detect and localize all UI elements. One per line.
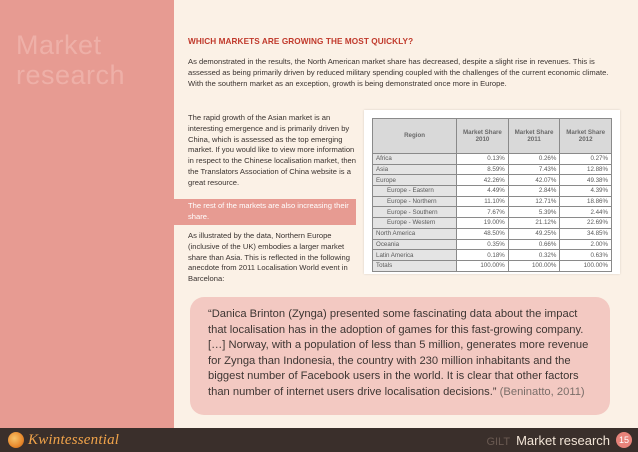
share-cell: 19.00% [457, 218, 509, 229]
share-cell: 12.71% [508, 196, 560, 207]
share-cell: 0.18% [457, 250, 509, 261]
table-row [373, 175, 612, 186]
table-row [373, 228, 612, 239]
quote-box [190, 297, 610, 415]
footer-faint-label: GILT [486, 436, 511, 448]
share-cell: 34.85% [560, 228, 612, 239]
table-row [373, 164, 612, 175]
header-2010: Market Share 2010 [457, 119, 509, 154]
intro-paragraph: As demonstrated in the results, the North American market share has decreased, despite a slight rise in revenues. This is assessed as being primarily driven by reduced military spending coupled with the challenges of the current economic climate. With the southern market as an exception, growth is being demonstrated once more in Europe. [188, 57, 609, 88]
region-cell: Asia [373, 164, 457, 175]
share-cell: 100.00% [508, 260, 560, 271]
highlight-text: The rest of the markets are also increasing their share. [188, 201, 349, 221]
share-cell: 22.69% [560, 218, 612, 229]
share-cell: 2.00% [560, 239, 612, 250]
share-cell: 42.07% [508, 175, 560, 186]
share-cell: 21.12% [508, 218, 560, 229]
share-cell: 12.88% [560, 164, 612, 175]
region-cell: Africa [373, 154, 457, 165]
northern-europe-paragraph: As illustrated by the data, Northern Europe (inclusive of the UK) embodies a larger market share than Asia. This is reflected in the following anecdote from 2011 Localisation World event in Barcelona: [188, 231, 350, 284]
share-cell: 0.32% [508, 250, 560, 261]
region-cell: Europe [373, 175, 457, 186]
region-cell: North America [373, 228, 457, 239]
header-2012: Market Share 2012 [560, 119, 612, 154]
share-cell: 0.27% [560, 154, 612, 165]
highlight-box [172, 199, 356, 225]
share-cell: 4.49% [457, 186, 509, 197]
share-cell: 0.66% [508, 239, 560, 250]
share-cell: 4.39% [560, 186, 612, 197]
market-share-table [372, 118, 612, 272]
table-row [373, 154, 612, 165]
table-header-row [373, 119, 612, 154]
share-cell: 0.35% [457, 239, 509, 250]
share-cell: 0.26% [508, 154, 560, 165]
region-cell: Totals [373, 260, 457, 271]
table-row [373, 260, 612, 271]
header-2011: Market Share 2011 [508, 119, 560, 154]
share-cell: 49.25% [508, 228, 560, 239]
table-row [373, 218, 612, 229]
table-row [373, 207, 612, 218]
logo-icon [8, 432, 24, 448]
left-column [188, 113, 358, 189]
table-row [373, 196, 612, 207]
table-row [373, 186, 612, 197]
share-cell: 100.00% [560, 260, 612, 271]
share-cell: 100.00% [457, 260, 509, 271]
table-body [373, 154, 612, 272]
table-row [373, 250, 612, 261]
share-cell: 18.86% [560, 196, 612, 207]
quote-text [208, 307, 598, 401]
region-cell: Europe - Western [373, 218, 457, 229]
share-cell: 49.38% [560, 175, 612, 186]
table-row [373, 239, 612, 250]
region-cell: Europe - Northern [373, 196, 457, 207]
logo-text: Kwintessential [28, 431, 120, 448]
share-cell: 48.50% [457, 228, 509, 239]
share-cell: 2.44% [560, 207, 612, 218]
share-cell: 11.10% [457, 196, 509, 207]
page-number-badge: 15 [616, 432, 632, 448]
share-cell: 42.26% [457, 175, 509, 186]
share-cell: 5.39% [508, 207, 560, 218]
quote-body: “Danica Brinton (Zynga) presented some fascinating data about the impact that localisation has in the adoption of games for this fast-growing company. […] Norway, with a population of less than 5 million, generates more revenue for Zynga than Indonesia, the country with 230 million inhabitants and the biggest number of Facebook users in the world. It is clear that other factors than number of internet users drive localisation decisions.” [208, 308, 589, 398]
share-cell: 0.63% [560, 250, 612, 261]
section-heading: WHICH MARKETS ARE GROWING THE MOST QUICKLY? [188, 37, 414, 46]
header-region: Region [373, 119, 457, 154]
quote-citation: (Beninatto, 2011) [499, 385, 585, 398]
share-cell: 7.43% [508, 164, 560, 175]
brand-logo[interactable] [8, 430, 119, 450]
asia-paragraph: The rapid growth of the Asian market is an interesting emergence and is primarily driven by China, which is assessed as the top emerging market. If you would like to view more information in respect to the Chinese localisation market, then the Translators Association of China website is a great resource. [188, 113, 356, 187]
share-cell: 2.84% [508, 186, 560, 197]
footer-section-label [486, 433, 610, 448]
region-cell: Europe - Eastern [373, 186, 457, 197]
share-cell: 7.67% [457, 207, 509, 218]
share-cell: 8.59% [457, 164, 509, 175]
region-cell: Latin America [373, 250, 457, 261]
footer-section-title: Market research [516, 433, 610, 448]
region-cell: Oceania [373, 239, 457, 250]
sidebar [0, 0, 174, 428]
sidebar-title: Market research [16, 30, 126, 90]
market-share-table-frame [364, 110, 620, 274]
share-cell: 0.13% [457, 154, 509, 165]
region-cell: Europe - Southern [373, 207, 457, 218]
